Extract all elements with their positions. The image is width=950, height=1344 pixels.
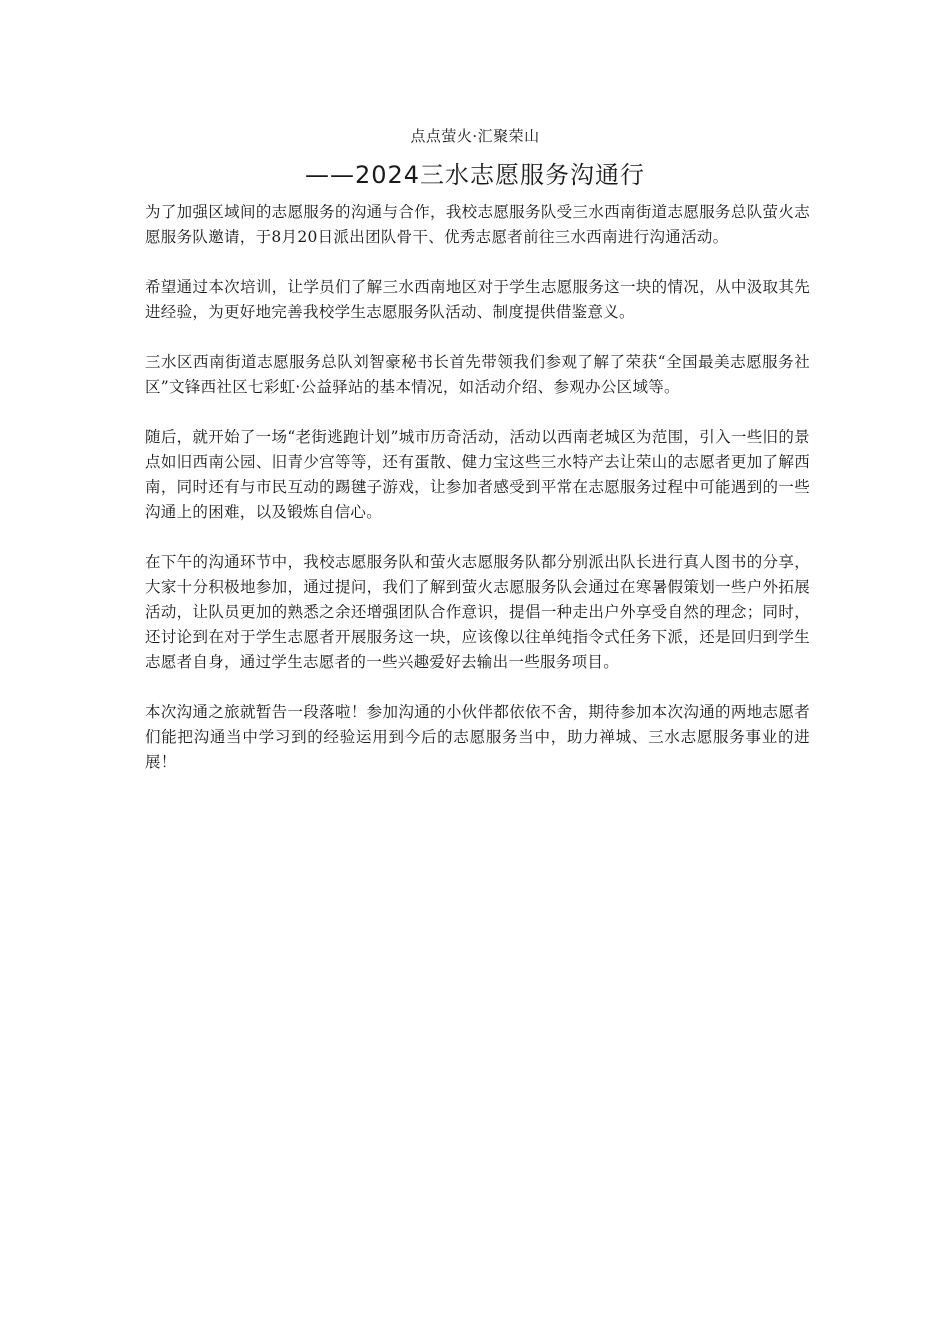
paragraph-5: 在下午的沟通环节中，我校志愿服务队和萤火志愿服务队都分别派出队长进行真人图书的分享，大家十分积极地参加，通过提问，我们了解到萤火志愿服务队会通过在寒暑假策划一些户外拓展活动，让队员更加的熟悉之余还增强团队合作意识，提倡一种走出户外享受自然的理念；同时，还讨论到在对于学生志愿者开展服务这一块，应该像以往单纯指令式任务下派，还是回归到学生志愿者自身，通过学生志愿者的一些兴趣爱好去输出一些服务项目。 bbox=[145, 553, 810, 671]
document-title: ——2024三水志愿服务沟通行 bbox=[304, 161, 646, 189]
paragraph-1: 为了加强区域间的志愿服务的沟通与合作，我校志愿服务队受三水西南街道志愿服务总队萤火志愿服务队邀请，于8月20日派出团队骨干、优秀志愿者前往三水西南进行沟通活动。 bbox=[145, 203, 810, 246]
document-body bbox=[145, 200, 810, 800]
paragraph-2: 希望通过本次培训，让学员们了解三水西南地区对于学生志愿服务这一块的情况，从中汲取其先进经验，为更好地完善我校学生志愿服务队活动、制度提供借鉴意义。 bbox=[145, 278, 810, 321]
document-subtitle: 点点萤火·汇聚荣山 bbox=[410, 127, 540, 145]
paragraph-3: 三水区西南街道志愿服务总队刘智豪秘书长首先带领我们参观了解了荣获“全国最美志愿服务社区”文锋西社区七彩虹·公益驿站的基本情况，如活动介绍、参观办公区域等。 bbox=[145, 353, 810, 396]
paragraph-6: 本次沟通之旅就暂告一段落啦！参加沟通的小伙伴都依依不舍，期待参加本次沟通的两地志愿者们能把沟通当中学习到的经验运用到今后的志愿服务当中，助力禅城、三水志愿服务事业的进展！ bbox=[145, 703, 810, 771]
paragraph-4: 随后，就开始了一场“老街逃跑计划”城市历奇活动，活动以西南老城区为范围，引入一些旧的景点如旧西南公园、旧青少宫等等，还有蛋散、健力宝这些三水特产去让荣山的志愿者更加了解西南，同时还有与市民互动的踢毽子游戏，让参加者感受到平常在志愿服务过程中可能遇到的一些沟通上的困难，以及锻炼自信心。 bbox=[145, 428, 810, 521]
